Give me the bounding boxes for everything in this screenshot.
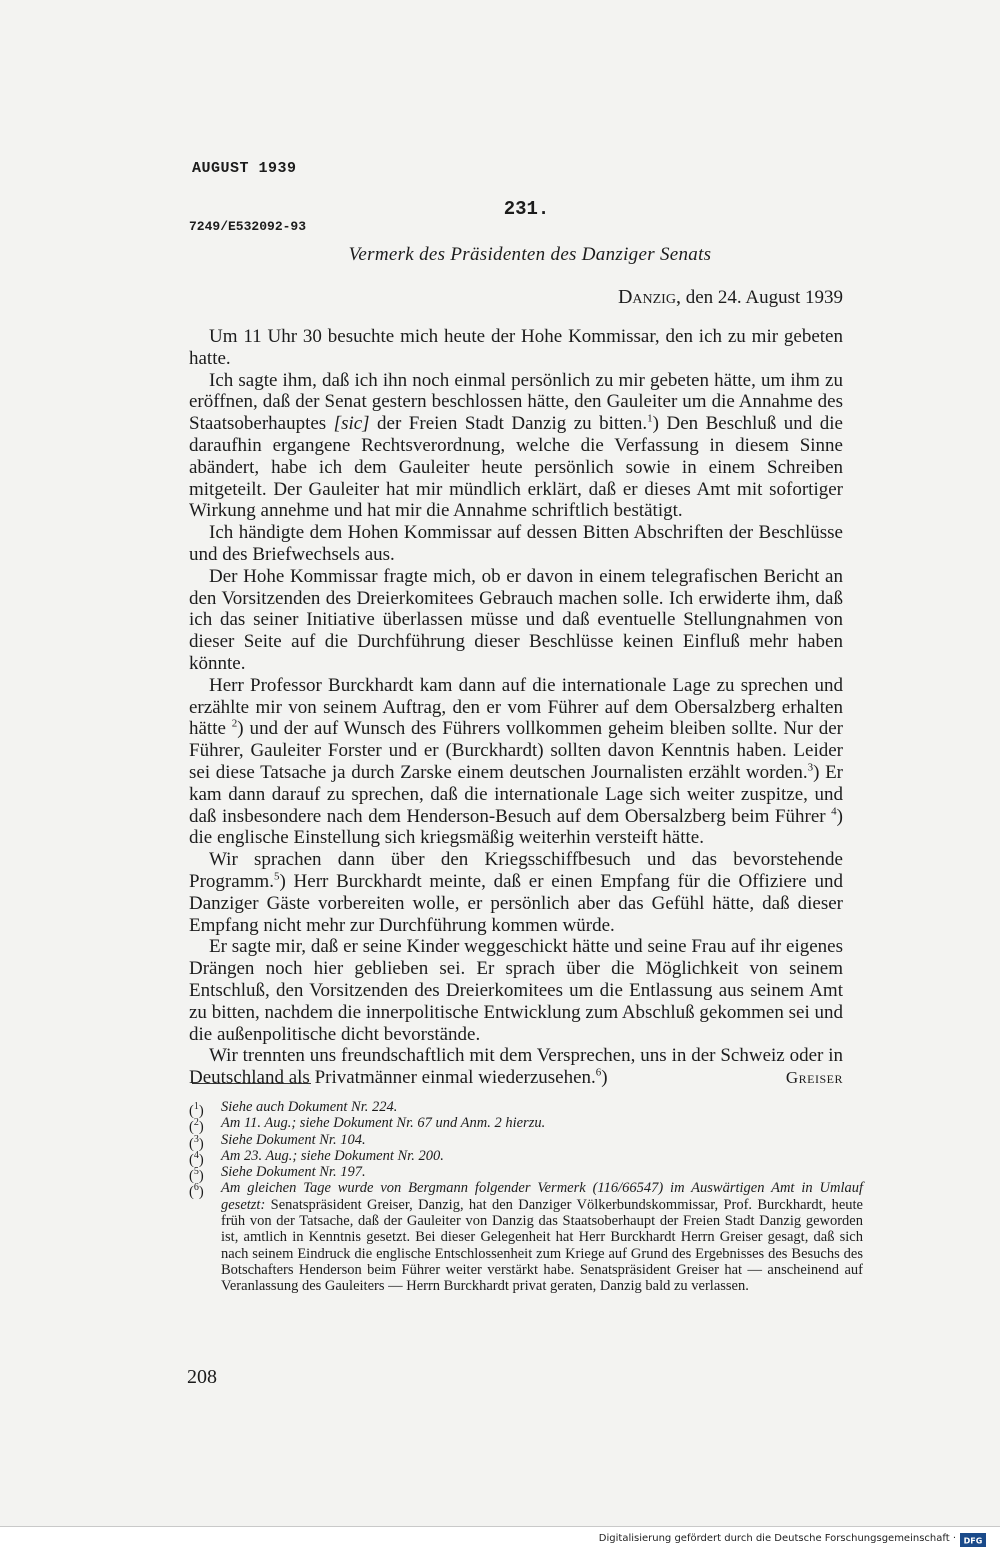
body-paragraph [189, 936, 843, 1045]
text-run: ) und der auf Wunsch des Führers vollkommen geheim bleiben sollte. Nur der Führer, Gauleiter Forster und er (Burckhardt) sollten davon Kenntnis haben. Leider sei diese Tatsache ja durch Zarske einem deutschen Journalisten erzählt worden. [189, 718, 843, 783]
footnote [189, 1099, 863, 1119]
footnote-marker: ($^1$) [189, 1101, 204, 1119]
italic-text: Am 11. Aug.; siehe Dokument Nr. 67 und Anm. 2 hierzu. [221, 1115, 546, 1132]
footnote [189, 1147, 863, 1168]
text-run: Ich händigte dem Hohen Kommissar auf dessen Bitten Abschriften der Beschlüsse und des Briefwechsels aus. [189, 522, 843, 565]
archive-reference: 7249/E532092-93 [189, 219, 307, 234]
italic-text: Am 23. Aug.; siehe Dokument Nr. 200. [221, 1147, 444, 1164]
footnote-number: 5 [193, 1166, 199, 1178]
memo-body [189, 326, 843, 1089]
body-paragraph [189, 849, 843, 936]
italic-text: Am gleichen Tage wurde von Bergmann folgender Vermerk (116/66547) im Auswärtigen Amt in Umlauf gesetzt: [221, 1180, 863, 1213]
body-paragraph [189, 566, 843, 675]
credit-bar [0, 1526, 1000, 1555]
text-run: ) Herr Burckhardt meinte, daß er einen Empfang für die Offiziere und Danziger Gäste vorbereiten wolle, er persönlich aber das Gefühl hätte, daß dieser Empfang nicht mehr zur Durchführung kommen würde. [189, 870, 843, 936]
footnote-reference: 3 [807, 761, 814, 774]
footnote [189, 1180, 863, 1294]
text-run: ) Er kam dann darauf zu sprechen, daß die internationale Lage sich weiter zuspitze, und daß insbesondere nach dem Henderson-Besuch auf dem Obersalzberg beim Führer [189, 761, 844, 827]
body-paragraph [189, 522, 843, 566]
text-run: der Freien Stadt Danzig zu bitten. [369, 413, 648, 435]
signature: Greiser [785, 1068, 843, 1087]
italic-text: Siehe auch Dokument Nr. 224. [221, 1099, 398, 1115]
text-run: Ich sagte ihm, daß ich ihn noch einmal persönlich zu mir gebeten hätte, um ihm zu eröffnen, daß der Senat gestern beschlossen hätte, den Gauleiter um die Annahme des Staatsoberhauptes [189, 369, 843, 435]
text-run: Um 11 Uhr 30 besuchte mich heute der Hohe Kommissar, den ich zu mir gebeten hatte. [189, 326, 843, 369]
footnote-number: 1 [193, 1101, 199, 1112]
credit-text: Digitalisierung gefördert durch die Deutsche Forschungsgemeinschaft · [598, 1533, 956, 1544]
footnote-rule [192, 1083, 311, 1084]
footnote-marker: ($^3$) [189, 1133, 204, 1152]
footnote-number: 4 [193, 1149, 199, 1161]
dateline [618, 286, 843, 309]
document-number: 231. [503, 198, 550, 220]
text-run: Der Hohe Kommissar fragte mich, ob er davon in einem telegrafischen Bericht an den Vorsitzenden des Dreierkomitees Gebrauch machen solle. Ich erwiderte ihm, daß ich das seiner Initiative überlassen müsse und daß eventuelle Stellungnahmen von dieser Seite auf die Durchführung dieser Beschlüsse keinen Einfluß mehr haben könnte. [189, 565, 843, 674]
text-run: ) die englische Einstellung sich kriegsmäßig weiterhin versteift hätte. [189, 805, 843, 849]
footnote-marker: ($^5$) [189, 1166, 204, 1185]
footnote-reference: 4 [831, 805, 837, 818]
footnote-number: 2 [193, 1117, 199, 1129]
page-number: 208 [187, 1366, 217, 1388]
footnote-marker: ($^6$) [189, 1182, 204, 1201]
text-run: Herr Professor Burckhardt kam dann auf die internationale Lage zu sprechen und erzählte mir von seinem Auftrag, den er vom Führer auf dem Obersalzberg erhalten hätte [189, 674, 843, 740]
footnote-reference: 5 [273, 870, 280, 883]
text-run: Senatspräsident Greiser, Danzig, hat den Danziger Völkerbundskommissar, Prof. Burckhardt, heute früh von der Tatsache, daß der Gauleiter von Danzig das Staatsoberhaupt der Freien Stadt Danzig geworden ist, amtlich in Kenntnis gesetzt. Bei dieser Gelegenheit hat Herr Burckhardt Herrn Greiser gesagt, daß sich nach seinem Eindruck die englische Entschlossenheit zum Kriege auf Grund des Ergebnisses des Besuchs des Botschafters Henderson beim Führer weiter verstärkt habe. Senatspräsident Greiser hat — anscheinend auf Veranlassung des Gauleiters — Herrn Burckhardt privat geraten, Danzig bald zu verlassen. [221, 1196, 863, 1295]
text-run: ) Den Beschluß und die daraufhin ergangene Rechtsverordnung, welche die Verfassung in diesem Sinne abändert, habe ich dem Gauleiter heute persönlich sowie in einem Schreiben mitgeteilt. Der Gauleiter hat mir mündlich erklärt, daß er dieses Amt mit sofortiger Wirkung annehme und hat mir die Annahme schriftlich bestätigt. [189, 413, 843, 522]
italic-text: [sic] [333, 413, 370, 435]
footnote-reference: 2 [231, 718, 238, 731]
dfg-logo-text: DFG [963, 1536, 983, 1546]
body-paragraph [189, 675, 843, 849]
footnote-reference: 1 [647, 412, 653, 425]
running-head: AUGUST 1939 [192, 160, 297, 177]
footnote-number: 6 [193, 1182, 199, 1194]
document-title: Vermerk des Präsidenten des Danziger Senats [348, 244, 712, 265]
footnote-marker: ($^2$) [189, 1117, 204, 1136]
dateline-date: den 24. August 1939 [685, 287, 843, 308]
footnotes [189, 1099, 863, 1295]
italic-text: Siehe Dokument Nr. 197. [221, 1164, 366, 1181]
text-run: ) [601, 1067, 608, 1089]
footnote [189, 1164, 863, 1185]
text-run: Er sagte mir, daß er seine Kinder weggeschickt hätte und seine Frau auf ihr eigenes Drängen noch hier geblieben sei. Er sprach über die Möglichkeit von seinem Entschluß, den Vorsitzenden des Dreierkomitees um die Entlassung aus seinem Amt zu bitten, nachdem die innerpolitische Entwicklung zum Abschluß gekommen sei und die außenpolitische dicht bevorstände. [189, 936, 843, 1045]
text-run: Wir trennten uns freundschaftlich mit dem Versprechen, uns in der Schweiz oder in Deutschland als Privatmänner einmal wiederzusehen. [189, 1045, 843, 1089]
footnote-number: 3 [193, 1133, 199, 1145]
footnote [189, 1131, 863, 1152]
footnote-reference: 6 [595, 1066, 602, 1079]
dateline-place: Danzig, [617, 286, 681, 308]
body-paragraph [189, 326, 843, 370]
text-run: Wir sprachen dann über den Kriegsschiffbesuch und das bevorstehende Programm. [189, 849, 843, 892]
italic-text: Siehe Dokument Nr. 104. [221, 1131, 366, 1148]
body-paragraph [189, 370, 843, 523]
dfg-logo-icon [960, 1533, 986, 1547]
footnote-marker: ($^4$) [189, 1149, 204, 1168]
footnote [189, 1115, 863, 1136]
